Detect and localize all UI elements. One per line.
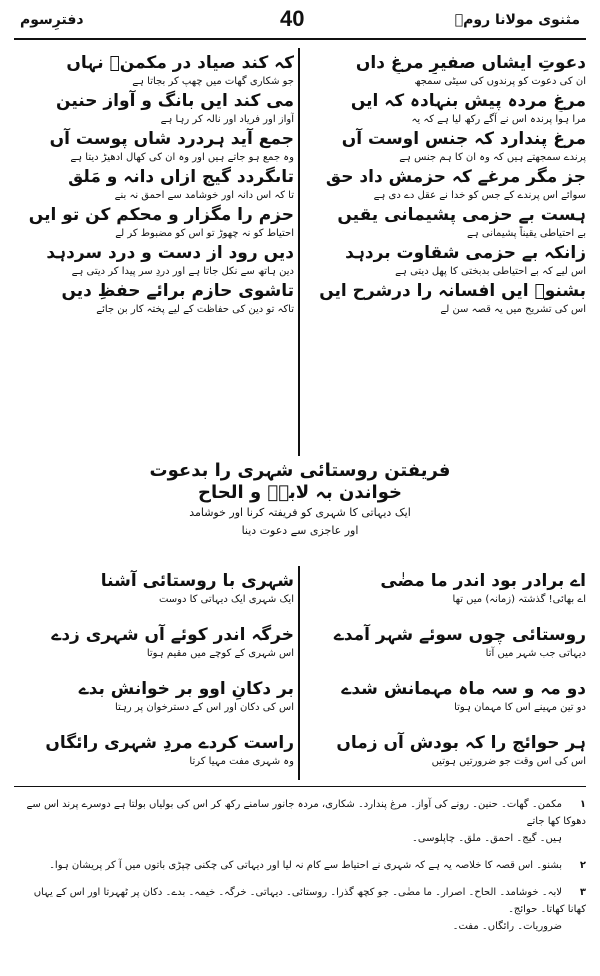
couplet-left [14,90,294,128]
persian-verse: جمع آید ہردرد شاں پوست آں [49,129,294,149]
persian-verse: تاشوی حازم برائے حفظِ دیں [61,281,294,301]
left-column-bottom [14,570,294,786]
footnote-text: ہیں۔ گیج۔ احمق۔ ملق۔ چاپلوسی۔ [411,833,562,844]
footnote-rule [14,786,586,787]
heading-line: خواندن بہ لابہؔ و الحاح [198,482,402,503]
urdu-translation: اس شہری کے کوچے میں مقیم ہوتا [146,648,294,659]
heading-line: فریفتن روستائی شہری را بدعوت [149,460,451,481]
footnote-number: ۳ [579,887,586,898]
urdu-translation: دین ہاتھ سے نکل جاتا ہے اور دردِ سر پیدا کر دیتی ہے [71,266,294,277]
persian-verse: تاںگردد گیج ازاں دانہ و مَلق [68,167,294,187]
footnote [14,796,586,830]
couplet-right [304,166,586,204]
heading-translation: ایک دیہاتی کا شہری کو فریفتہ کرنا اور خوشامد [189,506,411,519]
couplet-right [304,732,586,786]
urdu-translation: تاکہ تو دین کی حفاظت کے لیے پختہ کار بن جائے [96,304,294,315]
persian-verse: راست کردے مردِ شہری رائگاں [45,733,294,753]
couplet-left [14,166,294,204]
couplet-right [304,52,586,90]
page-header [0,6,600,40]
couplet-right [304,570,586,624]
couplet-left [14,732,294,786]
persian-verse: می کند ایں بانگ و آواز حنین [56,91,294,111]
header-rule [14,38,586,40]
persian-verse: ہست بے حزمی پشیمانی یقیں [337,205,586,225]
couplet-right [304,128,586,166]
persian-verse: مرغ پندارد کہ جنس اوست آں [341,129,586,149]
urdu-translation: پرندے سمجھتے ہیں کہ وہ ان کا ہم جنس ہے [399,152,586,163]
couplet-left [14,280,294,318]
persian-verse: روستائی چوں سوئے شہر آمدے [333,625,586,645]
volume-label: دفترِسوم [20,12,84,28]
persian-verse: دیں رود از دست و درد سردہد [46,243,294,263]
couplet-right [304,280,586,318]
couplet-left [14,570,294,624]
footnote [14,830,586,847]
couplet-right [304,90,586,128]
urdu-translation: سوائے اس پرندے کے جس کو خدا نے عقل دے دی ہے [373,190,586,201]
couplet-left [14,624,294,678]
urdu-translation: اس لیے کہ بے احتیاطی بدبختی کا پھل دیتی ہے [395,266,586,277]
persian-verse: خرگہ اندر کوئے آں شہری زدے [51,625,294,645]
footnotes [14,796,586,935]
footnote-number: ۲ [579,860,586,871]
urdu-translation: جو شکاری گھات میں چھپ کر بجاتا ہے [132,76,294,87]
right-column-bottom [304,570,586,786]
couplet-left [14,678,294,732]
urdu-translation: اس کی دکان اور اس کے دسترخوان پر رہتا [114,702,294,713]
footnote [14,857,586,874]
persian-verse: اے برادر بود اندر ما مضٰی [380,571,586,591]
urdu-translation: احتیاط کو نہ چھوڑ تو اس کو مضبوط کر لے [115,228,294,239]
persian-verse: دو مہ و سہ ماہ مہمانش شدے [341,679,586,699]
couplet-left [14,204,294,242]
urdu-translation: اس کی تشریح میں یہ قصہ سن لے [440,304,586,315]
footnote-text: بشنو۔ اس قصہ کا خلاصہ یہ ہے کہ شہری نے احتیاط سے کام نہ لیا اور دیہاتی کی چکنی چپڑی باتوں میں آ کر پریشان ہوا۔ [49,860,562,871]
footnote-number: ۱ [579,799,586,810]
persian-verse: ہر حوائج را کہ بودش آں زماں [336,733,586,753]
heading-translation: اور عاجزی سے دعوت دینا [241,524,359,537]
footnote [14,884,586,918]
couplet-right [304,624,586,678]
urdu-translation: وہ جمع ہو جاتے ہیں اور وہ ان کی کھال ادھیڑ دیتا ہے [70,152,294,163]
footnote [14,918,586,935]
urdu-translation: دیہاتی جب شہر میں آتا [485,648,586,659]
footnote-text: ضروریات۔ رائگاں۔ مفت۔ [452,921,562,932]
urdu-translation: ان کی دعوت کو پرندوں کی سیٹی سمجھ [414,76,586,87]
footnote-text: لابہ۔ خوشامد۔ الحاح۔ اصرار۔ ما مضٰی۔ جو کچھ گذرا۔ روستائی۔ دیہاتی۔ خرگہ۔ خیمہ۔ بدے۔ دکان پر ٹھہرتا اور اس کے یہاں کھانا کھاتا۔ حوائج۔ [33,887,586,915]
couplet-right [304,204,586,242]
urdu-translation: بے احتیاطی یقیناً پشیمانی ہے [466,228,586,239]
urdu-translation: دو تین مہینے اس کا مہمان ہوتا [454,702,586,713]
persian-verse: بر دکانِ اوو بر خوانش بدے [78,679,294,699]
persian-verse: زانکہ بے حزمی شقاوت بردہد [345,243,586,263]
urdu-translation: آواز اور فریاد اور نالہ کر رہا ہے [160,114,294,125]
urdu-translation: تا کہ اس دانہ اور خوشامد سے احمق نہ بنے [114,190,294,201]
urdu-translation: مرا ہوا پرندہ اس نے آگے رکھ لیا ہے کہ یہ [411,114,586,125]
column-divider [298,48,300,456]
left-column-top [14,52,294,318]
page-number: 40 [280,6,305,31]
couplet-left [14,128,294,166]
couplet-right [304,678,586,732]
book-title: مثنوی مولانا رومؒ [454,12,580,28]
right-column-top [304,52,586,318]
urdu-translation: اس کی اس وقت جو ضرورتیں ہوتیں [431,756,586,767]
column-divider [298,566,300,780]
urdu-translation: اے بھائی! گذشتہ (زمانہ) میں تھا [452,594,586,605]
persian-verse: حزم را مگزار و محکم کن تو ایں [28,205,294,225]
persian-verse: شہری با روستائی آشنا [100,571,294,591]
couplet-left [14,52,294,90]
persian-verse: کہ کند صیاد در مکمنؔ نہاں [66,53,294,73]
section-heading [14,460,586,540]
footnote-text: مکمن۔ گھات۔ حنین۔ رونے کی آواز۔ مرغ پندارد۔ شکاری، مردہ جانور سامنے رکھ کر اس کی بولیاں بولتا ہے دوسرے پرند اس سے دھوکا کھا جاتے [26,799,586,827]
persian-verse: مرغِ مردہ پیش بنہادہ کہ ایں [350,91,586,111]
urdu-translation: ایک شہری ایک دیہاتی کا دوست [158,594,294,605]
couplet-left [14,242,294,280]
persian-verse: بشنوؔ ایں افسانہ را درشرح ایں [319,281,586,301]
couplet-right [304,242,586,280]
persian-verse: جز مگر مرغے کہ حزمش داد حق [325,167,586,187]
urdu-translation: وہ شہری مفت مہیا کرتا [189,756,294,767]
persian-verse: دعوتِ ایشاں صفیرِ مرغِ داں [355,53,586,73]
